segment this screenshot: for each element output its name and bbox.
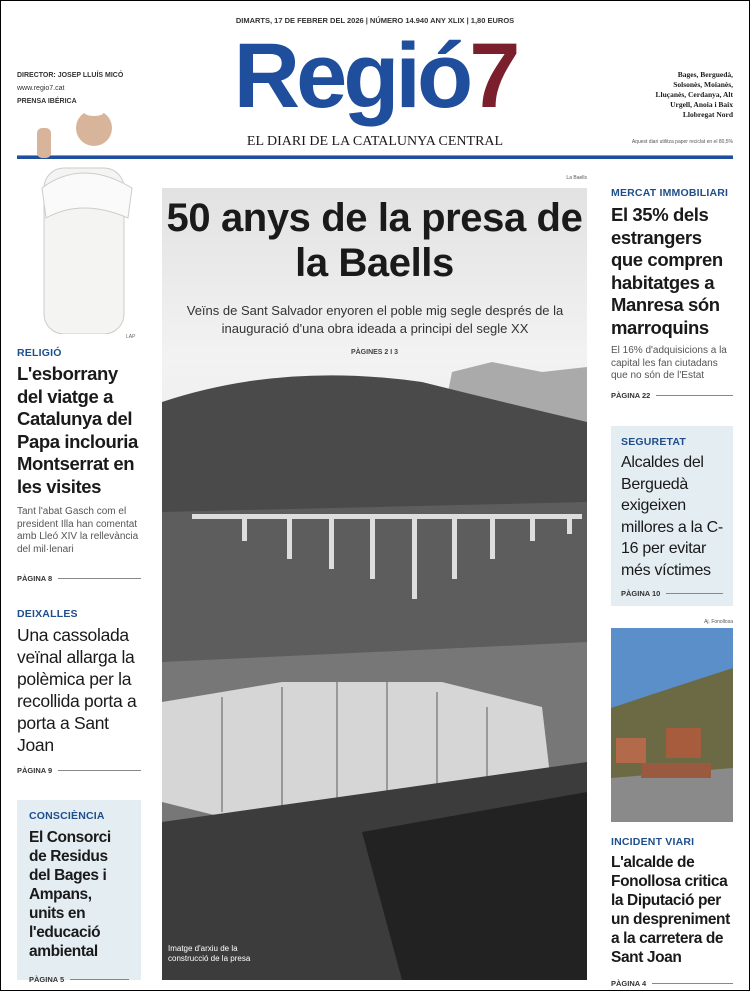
headline[interactable]: El 35% dels estrangers que compren habitatges a Manresa són marroquins: [611, 204, 723, 338]
page-ref: PÀGINA 10: [621, 589, 723, 598]
headline[interactable]: Alcaldes del Berguedà exigeixen millores a la C-16 per evitar més víctimes: [621, 454, 723, 579]
page-ref: PÀGINA 5: [29, 975, 129, 984]
logo[interactable]: [220, 24, 530, 129]
summary: Tant l'abat Gasch com el president Illa han comentat amb Lleó XIV la rellevància del mil·lenari: [17, 506, 139, 555]
section-label: RELIGIÓ: [17, 347, 62, 359]
story-mercat[interactable]: [611, 187, 733, 400]
headline[interactable]: L'alcalde de Fonollosa critica la Diputació per un despreniment a la carretera de Sant Joan: [611, 854, 730, 966]
paper-note: Aquest diari utilitza paper reciclat en el 80,5%: [631, 139, 733, 145]
lead-subhead: Veïns de Sant Salvador enyoren el poble mig segle després de la inauguració d'una obra ideada a principi del segle XX: [186, 303, 564, 336]
story-religio[interactable]: [17, 347, 141, 583]
lead-pages: PÀGINES 2 I 3: [350, 349, 399, 356]
photo-credit: La Baells: [566, 175, 587, 181]
group: PRENSA IBÉRICA: [17, 98, 77, 105]
logo-number: 7: [469, 25, 517, 127]
headline[interactable]: El Consorci de Residus del Bages i Ampans, units en l'educació ambiental: [29, 829, 111, 960]
dam-photo: [162, 362, 587, 980]
logo-word: Regió: [233, 25, 470, 127]
section-label: MERCAT IMMOBILIARI: [611, 187, 729, 199]
page-ref: PÀGINA 9: [17, 766, 141, 775]
pope-photo: [22, 98, 148, 334]
story-seguretat[interactable]: [611, 426, 733, 606]
dateline: DIMARTS, 17 DE FEBRER DEL 2026 | NÚMERO 14.940 ANY XLIX | 1,80 EUROS: [235, 16, 515, 25]
page-ref: PÀGINA 22: [611, 391, 733, 400]
page-ref: PÀGINA 8: [17, 574, 141, 583]
director: DIRECTOR: JOSEP LLUÍS MICÓ: [17, 72, 124, 79]
photo-caption: Imatge d'arxiu de la construcció de la presa: [168, 944, 251, 963]
website[interactable]: www.regio7.cat: [17, 85, 65, 92]
regions: Bages, Berguedà, Solsonès, Moianès, Lluçanès, Cerdanya, Alt Urgell, Anoia i Baix Llobregat Nord: [655, 70, 733, 119]
story-incident[interactable]: [611, 836, 733, 988]
story-consciencia[interactable]: [17, 800, 141, 984]
headline[interactable]: L'esborrany del viatge a Catalunya del Papa inclouria Montserrat en les visites: [17, 363, 138, 497]
summary: El 16% d'adquisicions a la capital les fan ciutadans que no són de l'Estat: [611, 345, 727, 381]
lead-headline[interactable]: 50 anys de la presa de la Baells: [166, 196, 583, 285]
story-deixalles[interactable]: [17, 608, 141, 775]
photo-credit: Aj. Fonollosa: [704, 619, 733, 625]
section-label: SEGURETAT: [621, 436, 686, 448]
tagline: EL DIARI DE LA CATALUNYA CENTRAL: [246, 134, 504, 149]
photo-credit: LAP: [126, 334, 136, 340]
headline[interactable]: Una cassolada veïnal allarga la polèmica per la recollida porta a porta a Sant Joan: [17, 625, 137, 755]
section-label: CONSCIÈNCIA: [29, 810, 105, 822]
landslide-photo: [611, 628, 733, 822]
section-label: INCIDENT VIARI: [611, 836, 695, 848]
page-ref: PÀGINA 4: [611, 979, 733, 988]
section-label: DEIXALLES: [17, 608, 78, 620]
